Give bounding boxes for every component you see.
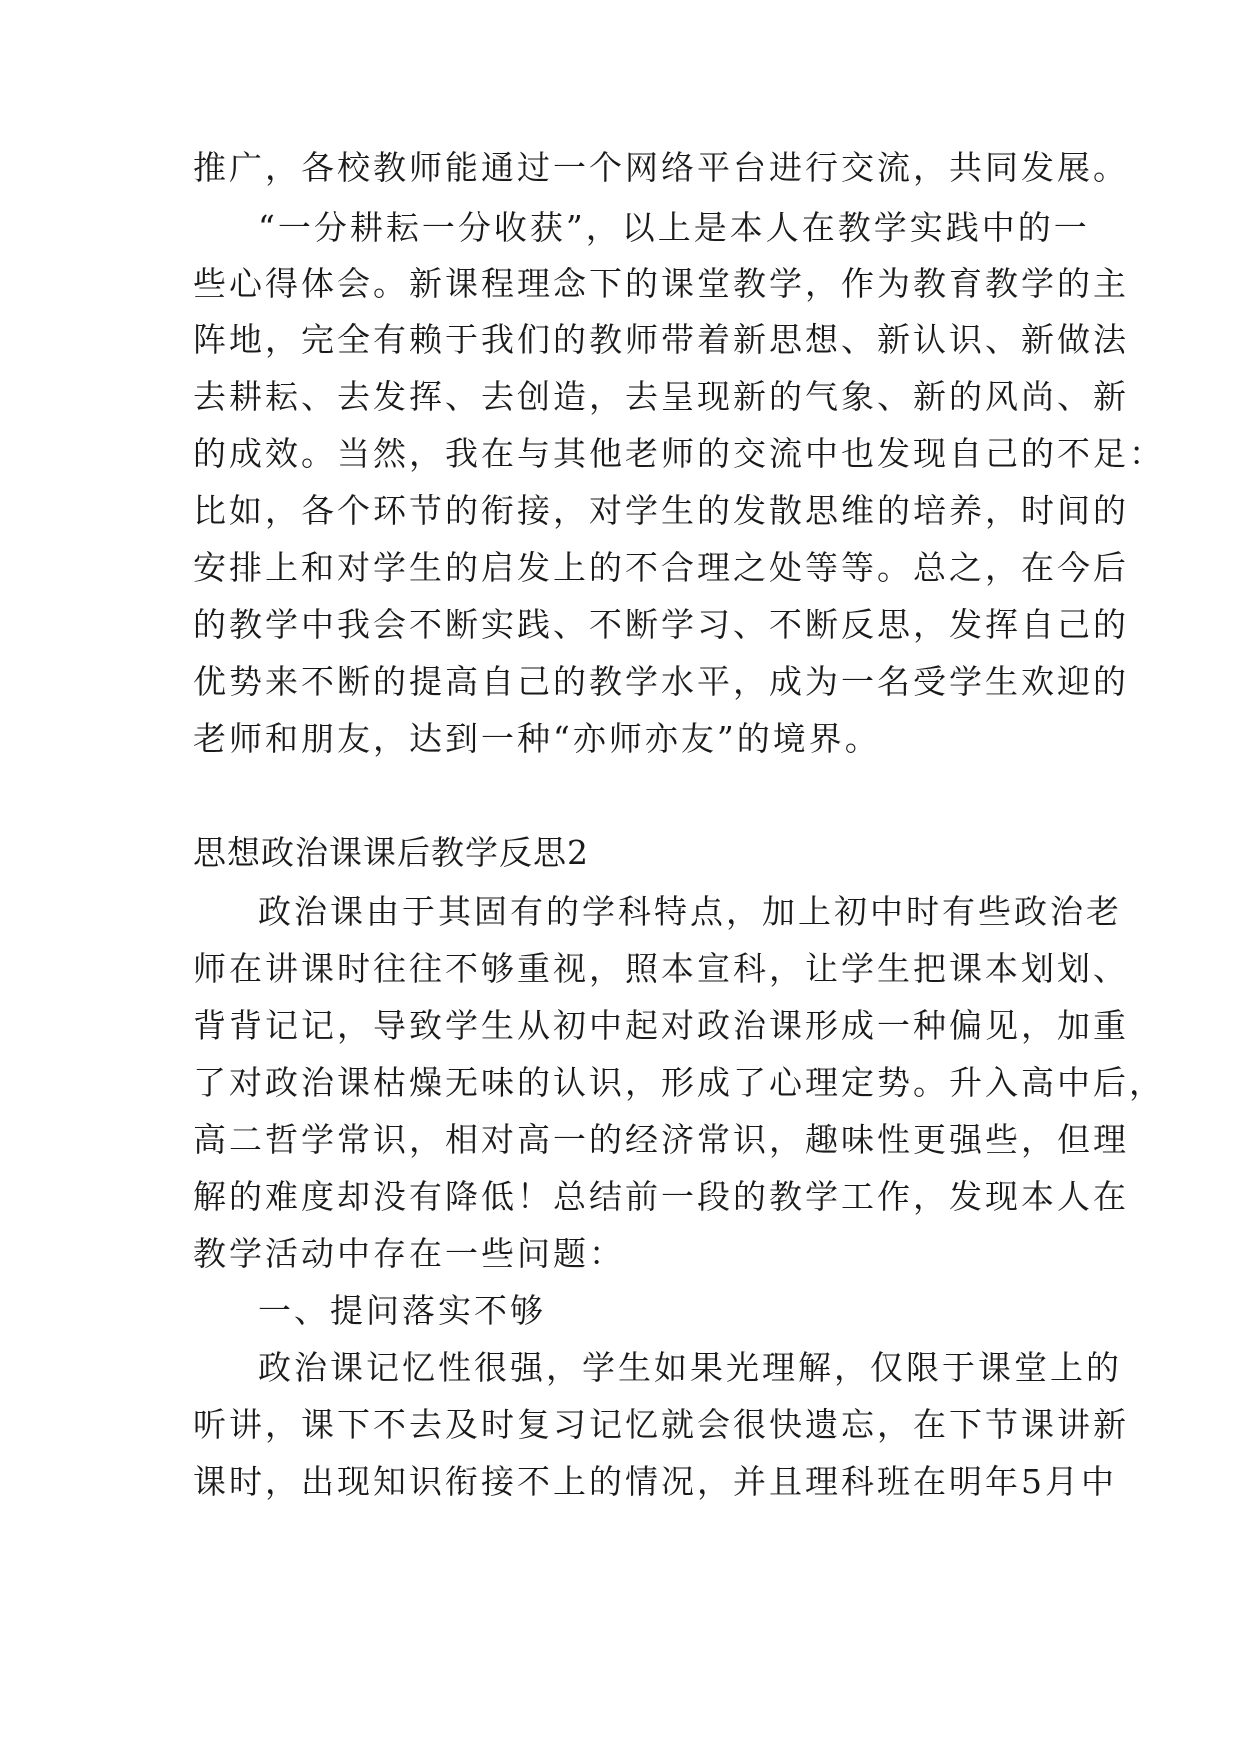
paragraph-line: 老师和朋友，达到一种“亦师亦友”的境界。	[193, 719, 881, 758]
paragraph-line: 的成效。当然，我在与其他老师的交流中也发现自己的不足：	[193, 434, 1165, 473]
paragraph-line: 些心得体会。新课程理念下的课堂教学，作为教育教学的主	[193, 264, 1129, 303]
paragraph-line: 优势来不断的提高自己的教学水平，成为一名受学生欢迎的	[193, 662, 1129, 701]
paragraph-line: 的教学中我会不断实践、不断学习、不断反思，发挥自己的	[193, 605, 1129, 644]
paragraph-line: 比如，各个环节的衔接，对学生的发散思维的培养，时间的	[193, 491, 1129, 530]
paragraph-line: 了对政治课枯燥无味的认识，形成了心理定势。升入高中后，	[193, 1063, 1165, 1102]
paragraph-line: “一分耕耘一分收获”，以上是本人在教学实践中的一	[258, 208, 1090, 247]
paragraph-line: 解的难度却没有降低！总结前一段的教学工作，发现本人在	[193, 1177, 1129, 1216]
paragraph-line: 背背记记，导致学生从初中起对政治课形成一种偏见，加重	[193, 1006, 1129, 1045]
paragraph-line: 师在讲课时往往不够重视，照本宣科，让学生把课本划划、	[193, 949, 1129, 988]
paragraph-line: 高二哲学常识，相对高一的经济常识，趣味性更强些，但理	[193, 1120, 1129, 1159]
section-title: 思想政治课课后教学反思2	[193, 833, 589, 872]
paragraph-line: 去耕耘、去发挥、去创造，去呈现新的气象、新的风尚、新	[193, 377, 1129, 416]
paragraph-line: 课时，出现知识衔接不上的情况，并且理科班在明年5月中	[193, 1462, 1117, 1501]
paragraph-line: 政治课记忆性很强，学生如果光理解，仅限于课堂上的	[258, 1348, 1122, 1387]
paragraph-line: 听讲，课下不去及时复习记忆就会很快遗忘，在下节课讲新	[193, 1405, 1129, 1444]
subheading: 一、提问落实不够	[258, 1291, 546, 1330]
paragraph-line: 安排上和对学生的启发上的不合理之处等等。总之，在今后	[193, 548, 1129, 587]
paragraph-line: 政治课由于其固有的学科特点，加上初中时有些政治老	[258, 892, 1122, 931]
paragraph-line: 教学活动中存在一些问题：	[193, 1234, 625, 1273]
paragraph-line: 推广，各校教师能通过一个网络平台进行交流，共同发展。	[193, 148, 1129, 187]
paragraph-line: 阵地，完全有赖于我们的教师带着新思想、新认识、新做法	[193, 320, 1129, 359]
